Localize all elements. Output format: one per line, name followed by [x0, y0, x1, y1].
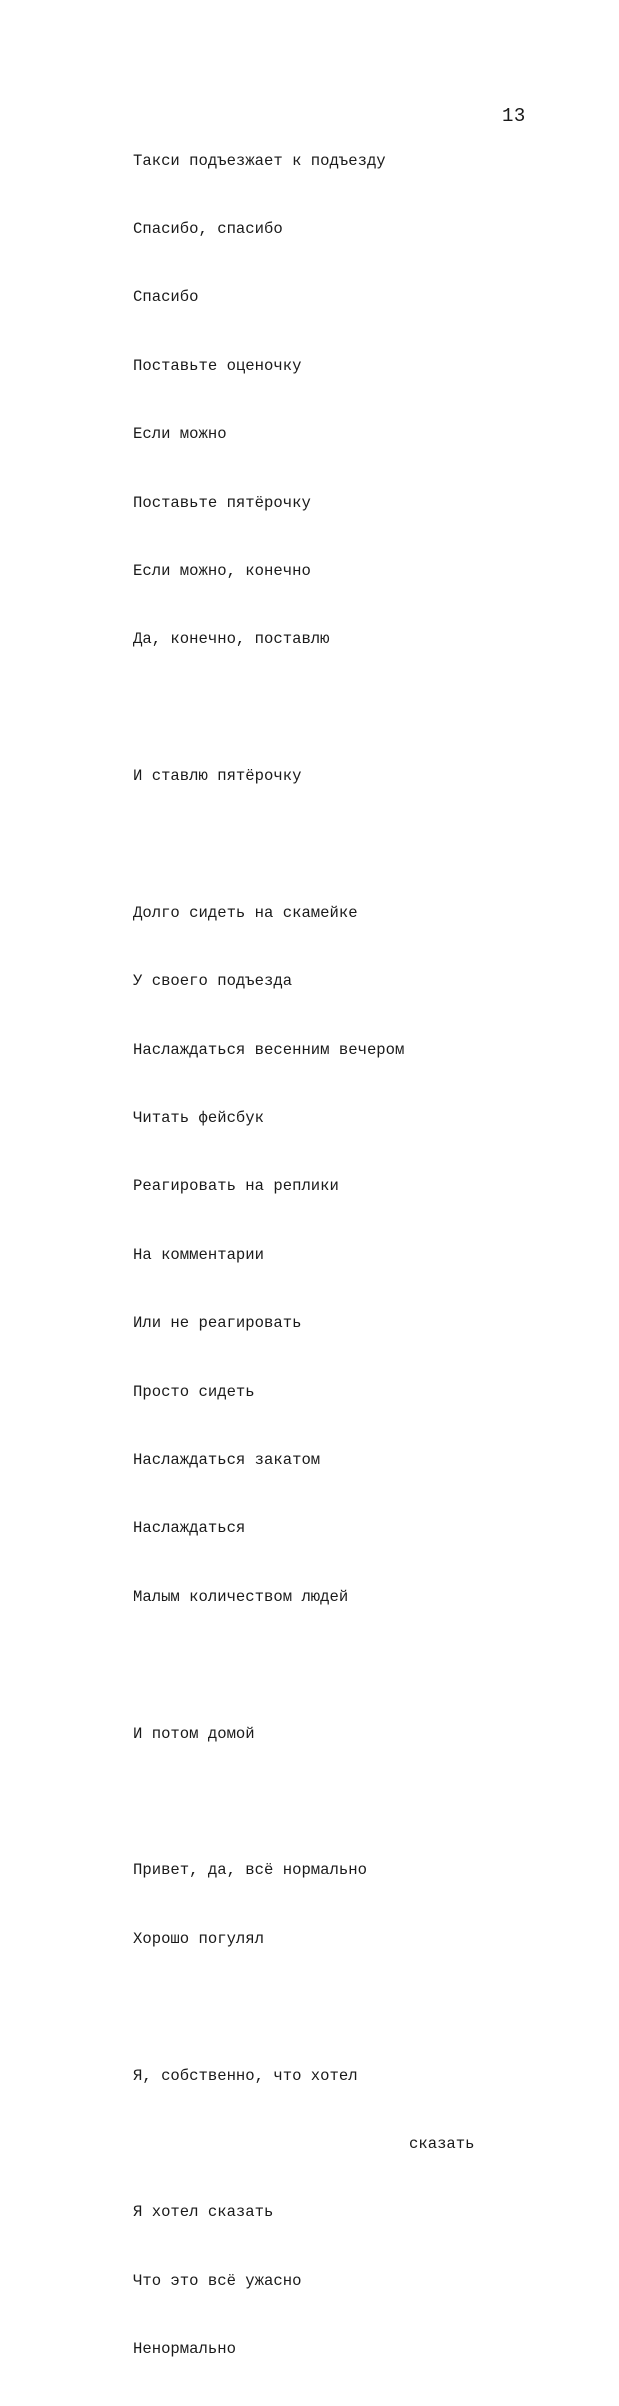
poem-line: Наслаждаться закатом: [133, 1451, 321, 1470]
stanza-break: [133, 697, 553, 720]
poem-line: Такси подъезжает к подъезду: [133, 151, 386, 170]
poem-line: Я хотел сказать: [133, 2203, 274, 2222]
poem-line: Спасибо: [133, 288, 199, 307]
poem-line: Наслаждаться: [133, 1519, 246, 1538]
poem-line: Ненормально: [133, 2340, 236, 2359]
poem-line: Реагировать на реплики: [133, 1177, 339, 1196]
poem-line: Читать фейсбук: [133, 1109, 265, 1128]
poem-line: И потом домой: [133, 1724, 255, 1743]
poem-line: Хорошо погулял: [133, 1929, 265, 1948]
poem-line: Спасибо, спасибо: [133, 219, 283, 238]
poem-line: Наслаждаться весенним вечером: [133, 1040, 405, 1059]
poem-line: Долго сидеть на скамейке: [133, 903, 358, 922]
poem-line: У своего подъезда: [133, 972, 293, 991]
poem-line: Если можно: [133, 425, 227, 444]
poem-line: Поставьте оценочку: [133, 356, 302, 375]
poem-line: Просто сидеть: [133, 1382, 255, 1401]
page-number: 13: [502, 105, 526, 127]
poem-line: Малым количеством людей: [133, 1587, 349, 1606]
poem-line: Да, конечно, поставлю: [133, 630, 330, 649]
poem-line: Что это всё ужасно: [133, 2271, 302, 2290]
stanza-break: [133, 1996, 553, 2019]
poem-line: Поставьте пятёрочку: [133, 493, 311, 512]
poem-line: Я, собственно, что хотел: [133, 2066, 358, 2085]
stanza-break: [133, 1654, 553, 1677]
poem-line: Или не реагировать: [133, 1314, 302, 1333]
stanza-break: [133, 834, 553, 857]
poem-line: Привет, да, всё нормально: [133, 1861, 367, 1880]
poem-line: На комментарии: [133, 1245, 265, 1264]
poem-line: Если можно, конечно: [133, 561, 311, 580]
poem-line-indented: сказать: [409, 2134, 475, 2153]
poem-line: И ставлю пятёрочку: [133, 767, 302, 786]
stanza-break: [133, 1791, 553, 1814]
poem-text: [133, 104, 553, 2406]
